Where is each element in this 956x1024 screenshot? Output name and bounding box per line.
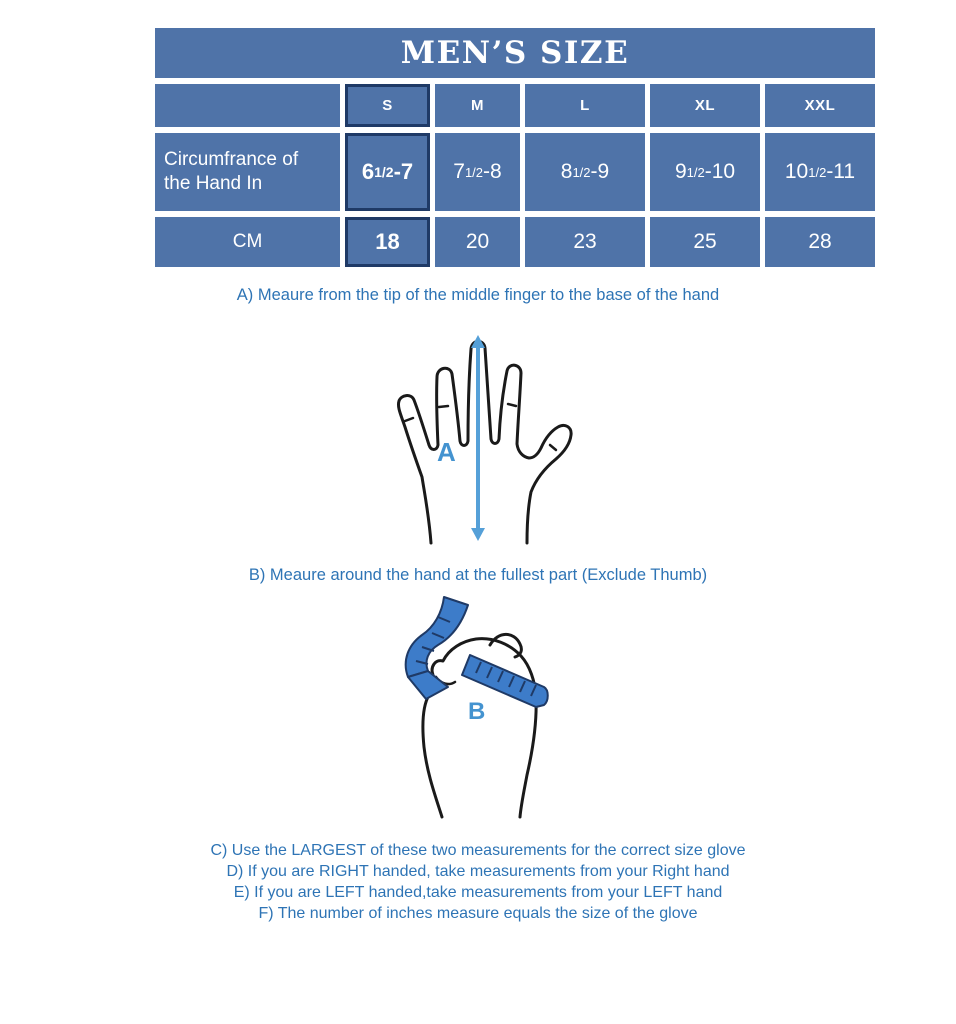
instruction-block bbox=[0, 840, 956, 924]
cell-cm-xxl: 28 bbox=[765, 217, 875, 267]
figure-fist-tape bbox=[0, 589, 956, 824]
instruction-d: D) If you are RIGHT handed, take measurements from your Right hand bbox=[226, 863, 730, 880]
col-header-l: L bbox=[525, 84, 645, 127]
value-segment: 6 bbox=[361, 159, 375, 184]
figure-a-label: A bbox=[436, 437, 456, 467]
row-label-text bbox=[164, 148, 298, 196]
instruction-b: B) Meaure around the hand at the fullest part (Exclude Thumb) bbox=[248, 566, 708, 584]
glove-size-chart-page bbox=[0, 28, 956, 1024]
fraction-segment: 1/2 bbox=[572, 164, 591, 180]
value-segment: 9 bbox=[674, 160, 687, 183]
col-header-xxl: XXL bbox=[765, 84, 875, 127]
value-segment: -7 bbox=[393, 159, 414, 184]
fraction-segment: 1/2 bbox=[464, 164, 484, 180]
cell-inches-xl bbox=[650, 133, 760, 211]
value-segment: 7 bbox=[453, 160, 465, 183]
fraction-segment: 1/2 bbox=[808, 164, 827, 180]
fraction-segment: 1/2 bbox=[686, 164, 705, 180]
cell-inches-m bbox=[435, 133, 520, 211]
instruction-e: E) If you are LEFT handed,take measurements from your LEFT hand bbox=[233, 884, 723, 901]
label-line1: Circumfrance of bbox=[164, 149, 299, 171]
col-header-m: M bbox=[435, 84, 520, 127]
table-title: MEN’S SIZE bbox=[155, 28, 875, 78]
header-empty-cell bbox=[155, 84, 340, 127]
value-segment: -11 bbox=[826, 160, 856, 183]
cell-cm-xl: 25 bbox=[650, 217, 760, 267]
label-line2: the Hand In bbox=[164, 173, 263, 194]
fraction-segment: 1/2 bbox=[374, 164, 394, 180]
value-segment: -9 bbox=[590, 160, 610, 183]
figure-b-label: B bbox=[467, 698, 485, 725]
col-header-s: S bbox=[345, 84, 430, 127]
row-label-cm: CM bbox=[155, 217, 340, 267]
fist-icon bbox=[396, 589, 561, 819]
instruction-f: F) The number of inches measure equals the size of the glove bbox=[258, 905, 698, 922]
value-segment: 10 bbox=[784, 160, 809, 183]
cell-inches-l bbox=[525, 133, 645, 211]
instruction-c: C) Use the LARGEST of these two measurements for the correct size glove bbox=[210, 842, 746, 859]
col-header-xl: XL bbox=[650, 84, 760, 127]
cell-inches-s bbox=[345, 133, 430, 211]
cell-cm-s: 18 bbox=[345, 217, 430, 267]
value-segment: -8 bbox=[483, 160, 502, 183]
value-segment: -10 bbox=[704, 160, 736, 183]
cell-inches-xxl bbox=[765, 133, 875, 211]
open-hand-icon bbox=[381, 311, 576, 546]
figure-open-hand bbox=[0, 311, 956, 551]
cell-cm-m: 20 bbox=[435, 217, 520, 267]
row-label-circumference bbox=[155, 133, 340, 211]
cell-cm-l: 23 bbox=[525, 217, 645, 267]
size-table bbox=[155, 28, 875, 267]
value-segment: 8 bbox=[560, 160, 573, 183]
instruction-a: A) Meaure from the tip of the middle finger to the base of the hand bbox=[236, 286, 720, 304]
